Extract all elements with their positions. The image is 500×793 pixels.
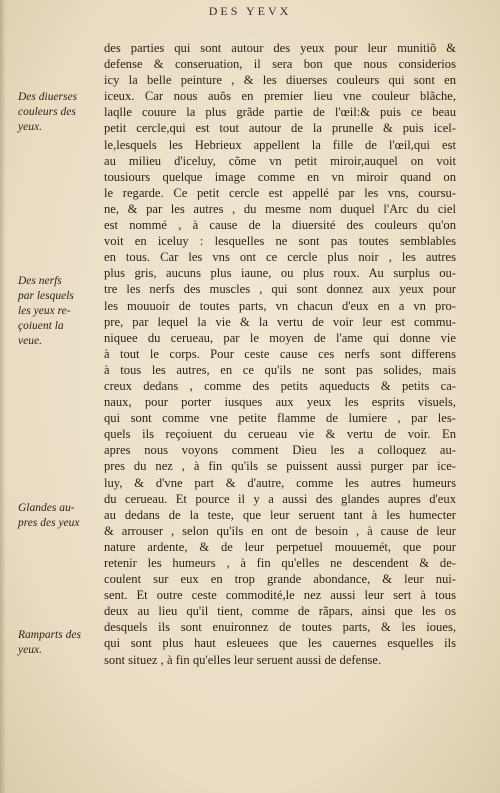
text-line: au dedans de la teste, que leur seruent tant à les humecter bbox=[104, 507, 456, 522]
text-line: quels ils reçoiuent du cerueau vie & vertu de voir. En bbox=[104, 427, 456, 442]
text-line: petit cercle,qui est tout autour de la prunelle & puis icel- bbox=[104, 121, 456, 136]
text-line: tousiours quelque image comme en vn miroir quand on bbox=[104, 169, 456, 184]
text-line: luy, & d'vne part & d'autre, comme les autres humeurs bbox=[104, 475, 456, 490]
margin-note-line: Glandes au- bbox=[18, 502, 75, 514]
text-line: apres nous voyons comment Dieu les a colloquez au- bbox=[104, 443, 456, 458]
margin-note-ramparts bbox=[18, 628, 104, 658]
text-line: pres du nez , à fin qu'ils se puissent aussi purger par ice- bbox=[104, 459, 456, 474]
text-line: au milieu d'iceluy, cõme vn petit miroir,auquel on voit bbox=[104, 153, 456, 168]
running-head: DES YEVX bbox=[208, 4, 292, 18]
text-line: plus gris, aucuns plus iaune, ou plus roux. Au surplus ou- bbox=[104, 266, 456, 281]
text-line: ne, & par les autres , du mesme nom duquel l'Arc du ciel bbox=[104, 201, 456, 216]
text-line: niquee du cerueau, par le moyen de l'ame qui donne vie bbox=[104, 330, 456, 345]
margin-note-couleurs bbox=[18, 90, 104, 135]
text-line: en tous. Car les vns ont ce cercle plus noir , les autres bbox=[104, 250, 456, 265]
text-line: qui sont plus haut esleuees que les cauernes esquelles ils bbox=[104, 636, 456, 651]
text-line: à tous les autres, en ce qu'ils ne sont pas solides, mais bbox=[104, 362, 456, 377]
text-line: à tout le corps. Pour ceste cause ces nerfs sont differens bbox=[104, 346, 456, 361]
margin-note-line: çoiuent la bbox=[18, 320, 64, 332]
margin-note-line: par lesquels bbox=[18, 290, 74, 302]
text-line: & arrouser , selon qu'ils en ont de besoin , à cause de leur bbox=[104, 523, 456, 538]
margin-note-line: couleurs des bbox=[18, 106, 76, 118]
body-text bbox=[104, 40, 456, 668]
text-line: des parties qui sont autour des yeux pour leur munitiõ & bbox=[104, 41, 456, 55]
text-line: retenir les humeurs , à fin qu'elles ne descendent & de- bbox=[104, 556, 456, 570]
text-line: desquels ils sont enuironnez de toutes parts, & les ioues, bbox=[104, 620, 456, 635]
text-line: laqlle couure la plus grãde partie de l'œil:& puis ce beau bbox=[104, 105, 456, 120]
text-line: voit en iceluy : lesquelles ne sont pas toutes semblables bbox=[104, 234, 456, 249]
text-line: iceux. Car nous auõs en premier lieu vne couleur blãche, bbox=[104, 89, 456, 104]
text-line: le regarde. Ce petit cercle est appellé par les vns, coursu- bbox=[104, 185, 456, 200]
text-line: le,lesquels les Hebrieux appellent la fille de l'œil,qui est bbox=[104, 137, 456, 152]
margin-note-line: yeux. bbox=[18, 644, 42, 656]
text-line: creux dedans , comme des petits aqueducts & petits ca- bbox=[104, 378, 456, 393]
text-line: pre, par lequel la vie & la vertu de voir leur est commu- bbox=[104, 314, 456, 329]
text-line: deux au lieu qu'il tient, comme de rãpars, ainsi que les os bbox=[104, 604, 456, 619]
margin-note-glandes bbox=[18, 501, 104, 531]
text-line: tre les nerfs des muscles , qui sont donnez aux yeux pour bbox=[104, 282, 456, 297]
margin-note-line: Des nerfs bbox=[18, 275, 62, 287]
text-line: sont situez , à fin qu'elles leur seruent aussi de defense. bbox=[104, 652, 382, 667]
text-line: nature ardente, & de leur perpetuel mouuemét, que pour bbox=[104, 539, 456, 554]
margin-note-line: Des diuerses bbox=[18, 91, 78, 103]
text-line: icy la belle peinture , & les diuerses couleurs qui sont en bbox=[104, 73, 456, 88]
margin-note-line: yeux. bbox=[18, 121, 42, 133]
margin-note-nerfs bbox=[18, 274, 104, 349]
text-line: qui sont comme vne petite flamme de lumiere , par les- bbox=[104, 411, 456, 426]
margin-note-line: les yeux re- bbox=[18, 305, 71, 317]
text-line: sent. Et outre ceste commodité,le nez aussi leur sert à tous bbox=[104, 588, 456, 603]
margin-note-line: veue. bbox=[18, 335, 42, 347]
text-line: est nommé , à cause de la diuersité des couleurs qu'on bbox=[104, 218, 456, 233]
text-line: defense & conseruation, il sera bon que nous considerios bbox=[104, 57, 456, 72]
margin-note-line: pres des yeux bbox=[18, 517, 80, 529]
text-line: les mouuoir de toutes parts, vn chacun d'eux en a vn pro- bbox=[104, 298, 456, 313]
text-line: coulent sur eux en trop grande abondance, & leur nui- bbox=[104, 572, 456, 587]
margin-note-line: Ramparts des bbox=[18, 629, 81, 641]
text-line: du cerueau. Et pource il y a aussi des glandes aupres d'eux bbox=[104, 491, 456, 506]
text-line: naux, pour porter iusques aux yeux les esprits visuels, bbox=[104, 395, 456, 410]
